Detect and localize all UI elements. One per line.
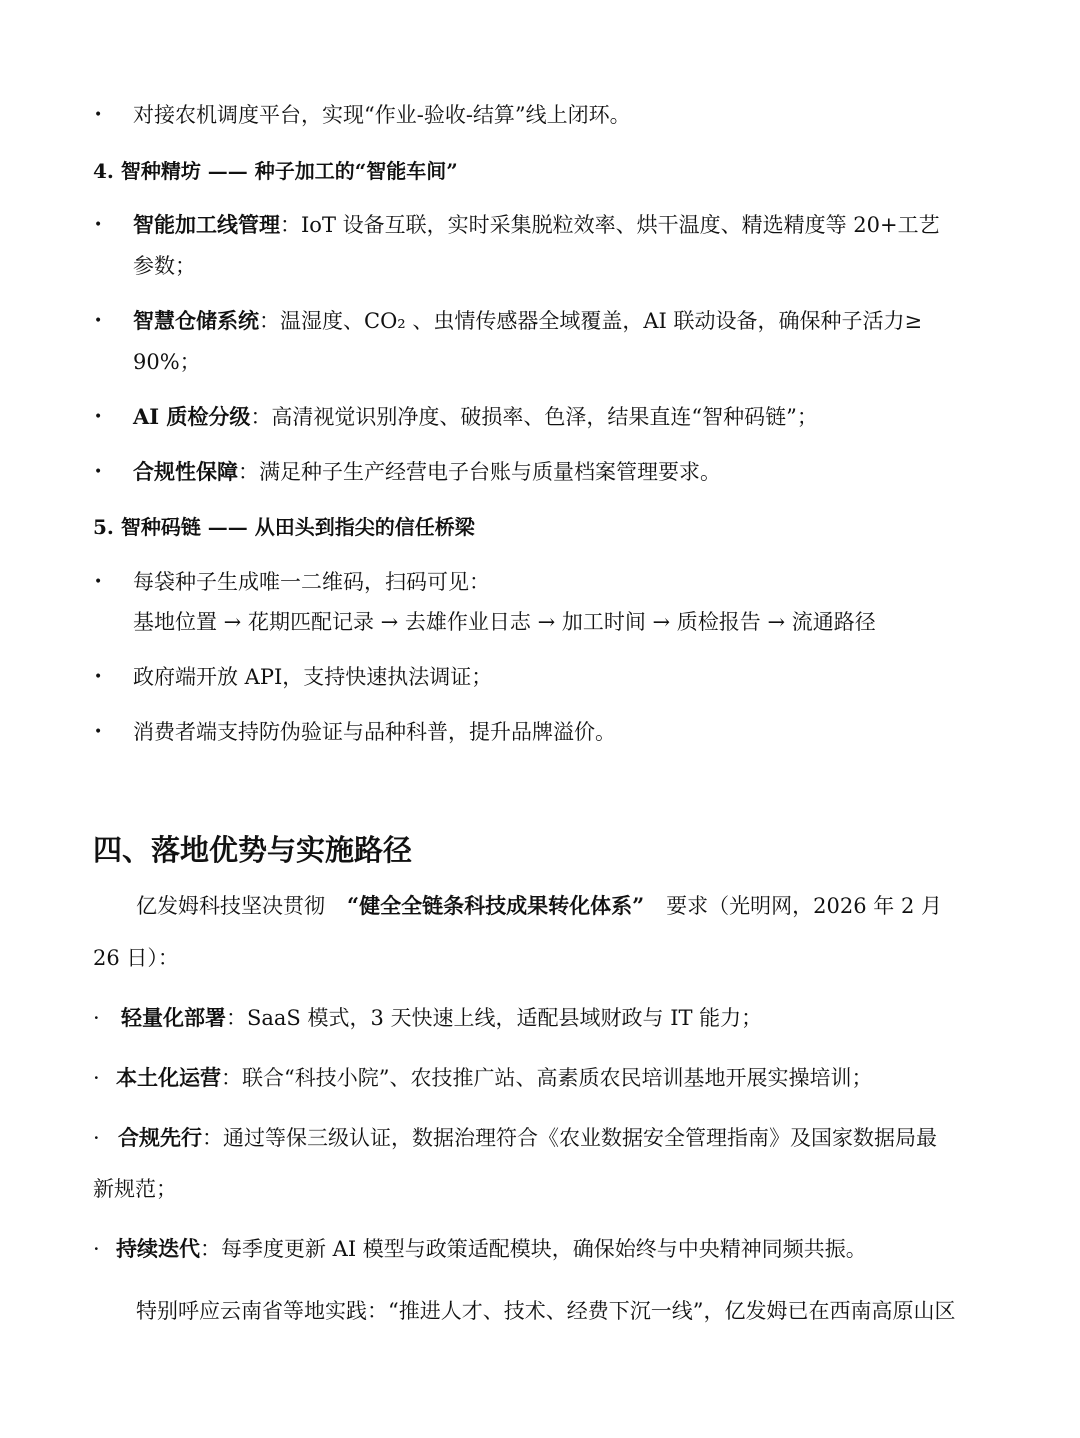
- bullet: •: [94, 217, 103, 233]
- list-item-term: 智慧仓储系统: [133, 308, 259, 333]
- chapter-heading-text: 四、落地优势与实施路径: [93, 833, 413, 867]
- intro-post: 要求（光明网，2026 年 2 月: [666, 894, 943, 918]
- bullet: ·: [93, 1237, 100, 1261]
- list-item-cont-text: 基地位置 → 花期匹配记录 → 去雄作业日志 → 加工时间 → 质检报告 → 流通路径: [133, 610, 876, 634]
- list-item-term: 本土化运营: [116, 1065, 221, 1090]
- section-heading-text: 5. 智种码链 —— 从田头到指尖的信任桥梁: [93, 515, 475, 539]
- list-item-desc: ：通过等保三级认证，数据治理符合《农业数据安全管理指南》及国家数据局最: [202, 1126, 937, 1150]
- intro-emphasis: “健全全链条科技成果转化体系”: [347, 893, 645, 918]
- bullet: ·: [93, 1066, 100, 1090]
- list-item-text: [121, 1003, 762, 1033]
- list-item-term: 轻量化部署: [121, 1005, 226, 1030]
- list-item-term: 合规先行: [118, 1125, 202, 1150]
- paragraph-text: 特别呼应云南省等地实践：“推进人才、技术、经费下沉一线”，亿发姆已在西南高原山区: [136, 1299, 956, 1323]
- list-item-term: 智能加工线管理: [133, 212, 280, 237]
- list-item-term: 合规性保障: [133, 459, 238, 484]
- bullet: •: [94, 409, 103, 425]
- bullet: ·: [93, 1006, 100, 1030]
- list-item-text: [133, 210, 940, 240]
- section-heading-text: 4. 智种精坊 —— 种子加工的“智能车间”: [93, 159, 458, 183]
- list-item-text: [133, 306, 922, 336]
- list-item-desc: ：温湿度、CO₂ 、虫情传感器全域覆盖，AI 联动设备，确保种子活力≥: [259, 309, 923, 333]
- list-item-term: 持续迭代: [116, 1236, 200, 1261]
- list-item-desc: ：联合“科技小院”、农技推广站、高素质农民培训基地开展实操培训；: [221, 1066, 873, 1090]
- list-item-desc: ：每季度更新 AI 模型与政策适配模块，确保始终与中央精神同频共振。: [200, 1237, 867, 1261]
- list-item-desc: ：满足种子生产经营电子台账与质量档案管理要求。: [238, 460, 721, 484]
- list-item-desc: ：高清视觉识别净度、破损率、色泽，结果直连“智种码链”；: [250, 405, 818, 429]
- list-item-cont-text: 参数；: [133, 254, 196, 278]
- bullet: •: [94, 464, 103, 480]
- paragraph-text: [136, 891, 942, 921]
- bullet: •: [94, 724, 103, 740]
- list-item-cont-text: 新规范；: [93, 1177, 177, 1201]
- paragraph-cont-text: 26 日）：: [93, 946, 179, 970]
- list-item-text: 每袋种子生成唯一二维码，扫码可见：: [133, 570, 490, 594]
- list-item-cont-text: 90%；: [133, 350, 201, 374]
- list-item-term: AI 质检分级: [133, 404, 251, 429]
- list-item-text: [116, 1063, 872, 1093]
- list-item-desc: ：IoT 设备互联，实时采集脱粒效率、烘干温度、精选精度等 20+工艺: [280, 213, 940, 237]
- bullet: •: [94, 669, 103, 685]
- list-item-desc: ：SaaS 模式，3 天快速上线，适配县域财政与 IT 能力；: [226, 1006, 763, 1030]
- list-item-text: [118, 1123, 937, 1153]
- list-item-text: [133, 457, 721, 487]
- list-item-text: [133, 402, 818, 432]
- bullet: ·: [93, 1126, 100, 1150]
- list-item-text: 政府端开放 API，支持快速执法调证；: [133, 665, 493, 689]
- bullet: •: [94, 107, 103, 123]
- list-item-text: 消费者端支持防伪验证与品种科普，提升品牌溢价。: [133, 720, 616, 744]
- bullet: •: [94, 574, 103, 590]
- intro-pre: 亿发姆科技坚决贯彻: [136, 894, 325, 918]
- list-item-text: 对接农机调度平台，实现“作业-验收-结算”线上闭环。: [133, 103, 631, 127]
- list-item-text: [116, 1234, 867, 1264]
- bullet: •: [94, 313, 103, 329]
